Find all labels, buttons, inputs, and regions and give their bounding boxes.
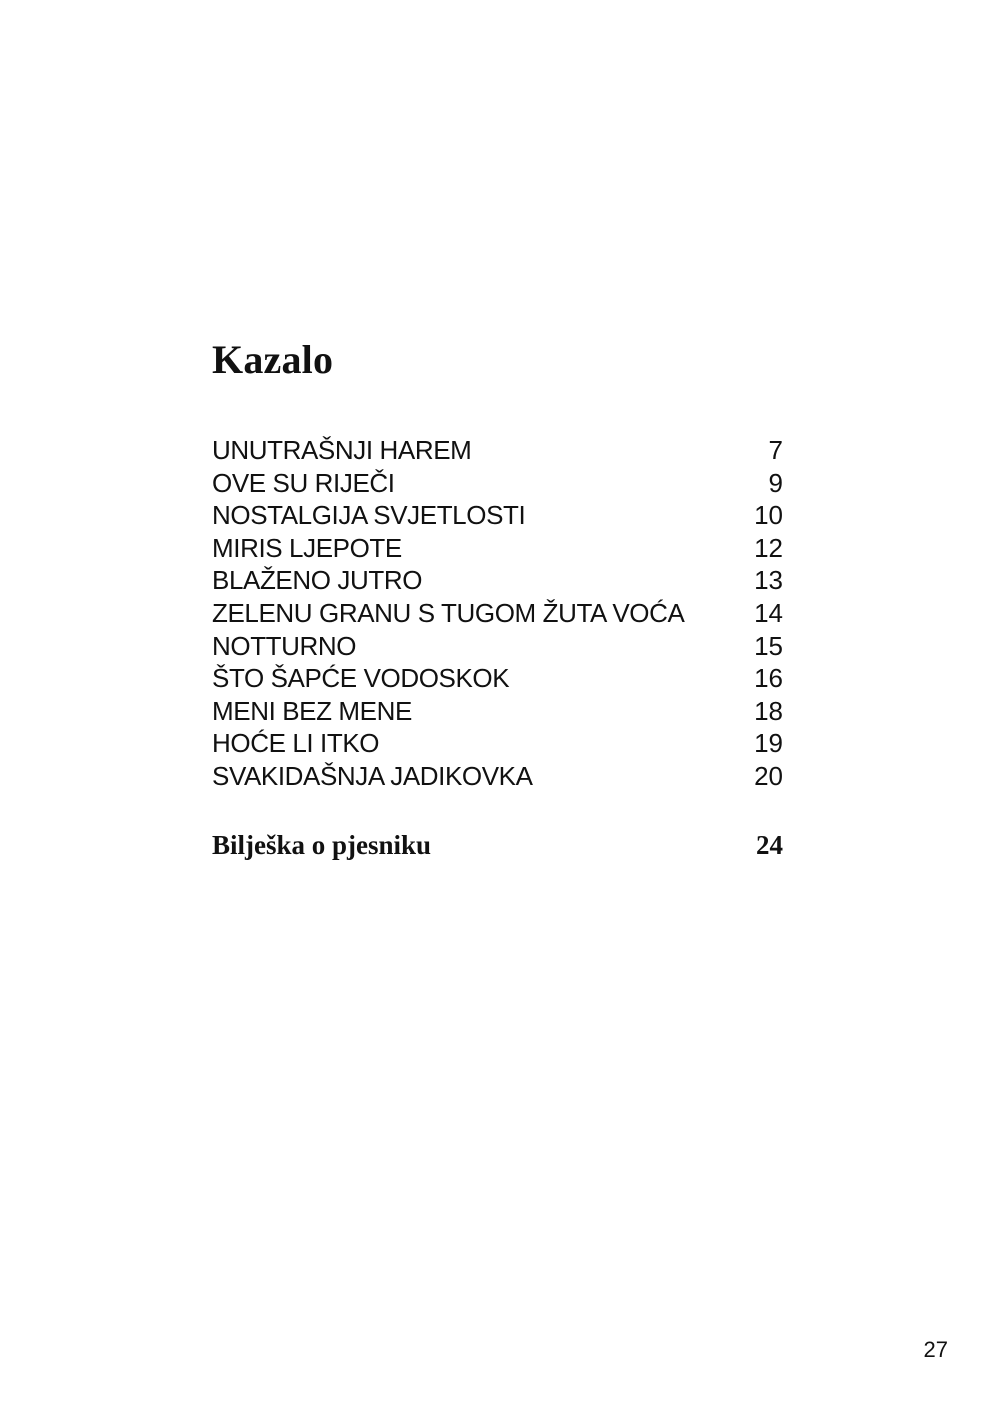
toc-entry xyxy=(212,434,783,467)
table-of-contents xyxy=(212,434,783,793)
toc-entry-title: BLAŽENO JUTRO xyxy=(212,565,423,596)
toc-entry-page: 7 xyxy=(768,435,783,465)
toc-entry xyxy=(212,760,783,793)
toc-entry xyxy=(212,630,783,663)
toc-entry xyxy=(212,597,783,630)
toc-entry xyxy=(212,532,783,565)
toc-entry-title: ZELENU GRANU S TUGOM ŽUTA VOĆA xyxy=(212,597,685,628)
toc-entry xyxy=(212,727,783,760)
toc-note-title: Bilješka o pjesniku xyxy=(212,830,432,860)
toc-entry-title: SVAKIDAŠNJA JADIKOVKA xyxy=(212,760,533,791)
toc-entry-title: MENI BEZ MENE xyxy=(212,695,412,726)
toc-entry-title: MIRIS LJEPOTE xyxy=(212,532,402,563)
toc-note-entry xyxy=(212,828,783,862)
toc-entry xyxy=(212,467,783,500)
toc-entry-page: 10 xyxy=(754,500,783,531)
toc-entry-page: 14 xyxy=(754,597,783,628)
toc-entry-page: 12 xyxy=(754,532,783,563)
toc-entry-title: NOTTURNO xyxy=(212,630,357,661)
page-title: Kazalo xyxy=(212,337,334,382)
toc-entry-page: 18 xyxy=(754,695,783,726)
toc-entry-title: HOĆE LI ITKO xyxy=(212,728,380,759)
toc-entry-page: 20 xyxy=(754,760,783,791)
toc-entry-title: UNUTRAŠNJI HAREM xyxy=(212,435,472,465)
toc-entry-page: 13 xyxy=(754,565,783,596)
toc-entry xyxy=(212,564,783,597)
toc-entry xyxy=(212,662,783,695)
toc-entry-title: ŠTO ŠAPĆE VODOSKOK xyxy=(212,663,510,694)
toc-entry-page: 9 xyxy=(768,467,783,498)
toc-entry xyxy=(212,499,783,532)
toc-note-page: 24 xyxy=(756,830,783,860)
toc-entry-title: OVE SU RIJEČI xyxy=(212,467,395,498)
toc-entry xyxy=(212,695,783,728)
toc-entry-page: 19 xyxy=(754,728,783,759)
page-number: 27 xyxy=(923,1337,948,1362)
toc-entry-page: 16 xyxy=(754,663,783,694)
toc-entry-title: NOSTALGIJA SVJETLOSTI xyxy=(212,500,526,531)
toc-entry-page: 15 xyxy=(754,630,783,661)
